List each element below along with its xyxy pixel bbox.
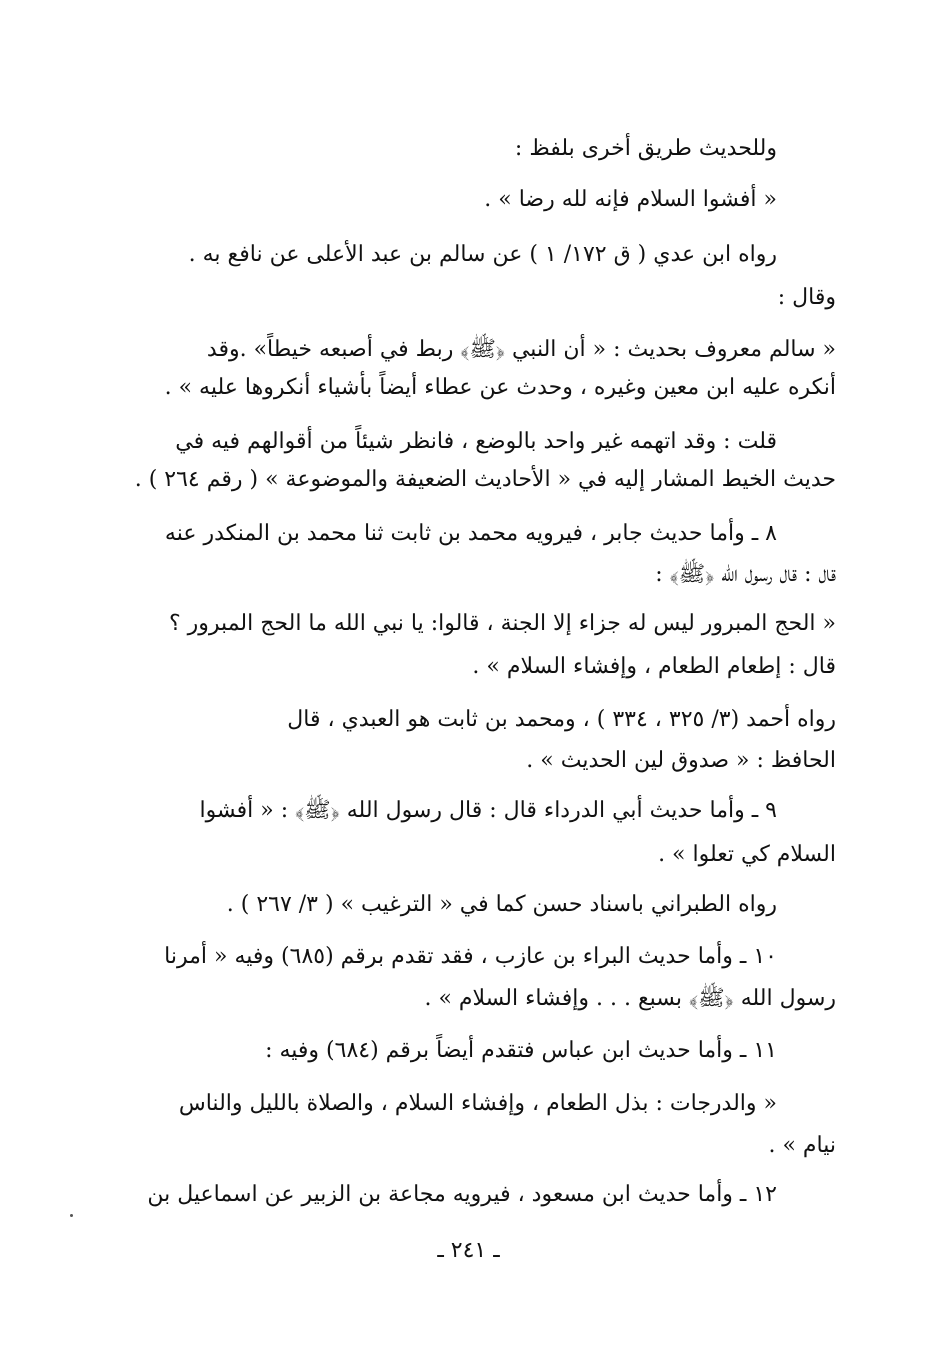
- text-line-12: قال : إطعام الطعام ، وإفشاء السلام » .: [472, 654, 836, 679]
- scan-speck: [70, 1214, 73, 1217]
- text-line-4: وقال :: [777, 285, 836, 310]
- text-line-21: « والدرجات : بذل الطعام ، وإفشاء السلام ، والصلاة بالليل والناس: [178, 1091, 777, 1116]
- text-line-6: أنكره عليه ابن معين وغيره ، وحدث عن عطاء أيضاً بأشياء أنكروها عليه » .: [164, 375, 836, 400]
- page-number: ـ ٢٤١ ـ: [437, 1238, 500, 1263]
- text-line-20: ١١ ـ وأما حديث ابن عباس فتقدم أيضاً برقم (٦٨٤) وفيه :: [265, 1038, 777, 1063]
- text-line-2: « أفشوا السلام فإنه لله رضا » .: [484, 187, 777, 212]
- text-line-11: « الحج المبرور ليس له جزاء إلا الجنة ، قالوا: يا نبي الله ما الحج المبرور ؟: [169, 611, 836, 636]
- text-line-3: رواه ابن عدي ( ق ١٧٢/ ١ ) عن سالم بن عبد الأعلى عن نافع به .: [188, 242, 777, 267]
- text-line-17: رواه الطبراني باسناد حسن كما في « الترغيب » ( ٣/ ٢٦٧ ) .: [226, 892, 777, 917]
- text-line-18: ١٠ ـ وأما حديث البراء بن عازب ، فقد تقدم برقم (٦٨٥) وفيه « أمرنا: [164, 944, 777, 969]
- text-line-13: رواه أحمد (٣/ ٣٢٥ ، ٣٣٤ ) ، ومحمد بن ثابت هو العبدي ، قال: [287, 707, 836, 732]
- text-line-9: ٨ ـ وأما حديث جابر ، فيرويه محمد بن ثابت ثنا محمد بن المنكدر عنه: [164, 521, 777, 546]
- text-line-7: قلت : وقد اتهمه غير واحد بالوضع ، فانظر شيئاً من أقوالهم فيه في: [175, 429, 777, 454]
- text-line-23: ١٢ ـ وأما حديث ابن مسعود ، فيرويه مجاعة بن الزبير عن اسماعيل بن: [147, 1182, 777, 1207]
- text-line-15: ٩ ـ وأما حديث أبي الدرداء قال : قال رسول الله ﴿ﷺ﴾ : « أفشوا: [199, 798, 777, 823]
- text-line-14: الحافظ : « صدوق لين الحديث » .: [526, 748, 836, 773]
- text-line-10: قال : قال رسول الله ﴿ﷺ﴾ :: [655, 562, 836, 587]
- text-line-8: حديث الخيط المشار إليه في « الأحاديث الضعيفة والموضوعة » ( رقم ٢٦٤ ) .: [134, 467, 836, 492]
- text-line-16: السلام كي تعلوا » .: [658, 842, 836, 867]
- text-line-22: نيام » .: [768, 1133, 836, 1158]
- text-line-5: « سالم معروف بحديث : « أن النبي ﴿ﷺ﴾ ربط في أصبعه خيطاً» .وقد: [206, 337, 836, 362]
- text-line-1: وللحديث طريق أخرى بلفظ :: [514, 136, 777, 161]
- text-line-19: رسول الله ﴿ﷺ﴾ بسبع . . . وإفشاء السلام » .: [424, 986, 836, 1011]
